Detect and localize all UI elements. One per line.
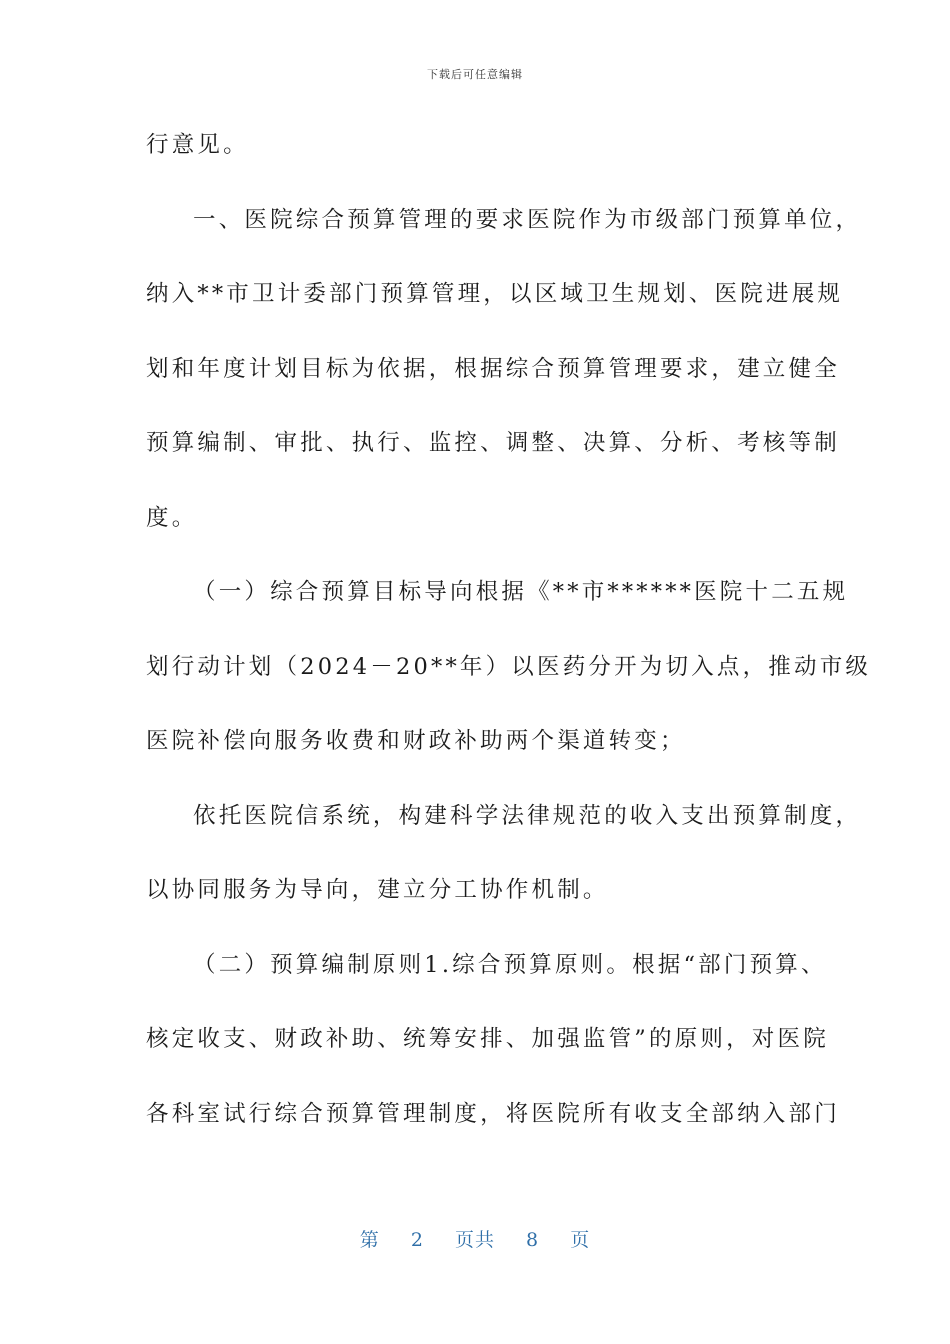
paragraph-line: 依托医院信系统，构建科学法律规范的收入支出预算制度， [193,802,862,829]
paragraph-line: （一）综合预算目标导向根据《**市******医院十二五规 [193,579,849,605]
paragraph-line: 医院补偿向服务收费和财政补助两个渠道转变； [146,728,686,754]
footer-page-number: 2 [410,1229,424,1251]
paragraph-line: 一、医院综合预算管理的要求医院作为市级部门预算单位， [193,206,862,233]
header-text: 下载后可任意编辑 [427,68,523,81]
footer-suffix: 页 [570,1229,591,1251]
footer-middle: 页共 [454,1229,495,1251]
page-number-footer [0,1225,950,1252]
paragraph-line: 行意见。 [146,132,249,158]
page-header [0,66,950,82]
paragraph-line: 纳入**市卫计委部门预算管理，以区域卫生规划、医院进展规 [146,281,844,307]
footer-prefix: 第 [359,1229,380,1251]
paragraph-line: 度。 [146,504,198,531]
paragraph-line: 以协同服务为导向，建立分工协作机制。 [146,877,609,903]
paragraph-line: 划和年度计划目标为依据，根据综合预算管理要求，建立健全 [146,355,840,382]
footer-total-pages: 8 [526,1229,540,1251]
paragraph-line: 划行动计划（2024－20**年）以医药分开为切入点，推动市级 [146,653,872,680]
document-body [146,124,872,1167]
paragraph-line: 各科室试行综合预算管理制度，将医院所有收支全部纳入部门 [146,1100,840,1127]
paragraph-line: 核定收支、财政补助、统筹安排、加强监管”的原则，对医院 [146,1026,829,1052]
paragraph-line: 预算编制、审批、执行、监控、调整、决算、分析、考核等制 [146,430,840,456]
paragraph-line: （二）预算编制原则1.综合预算原则。根据“部门预算、 [193,951,827,978]
